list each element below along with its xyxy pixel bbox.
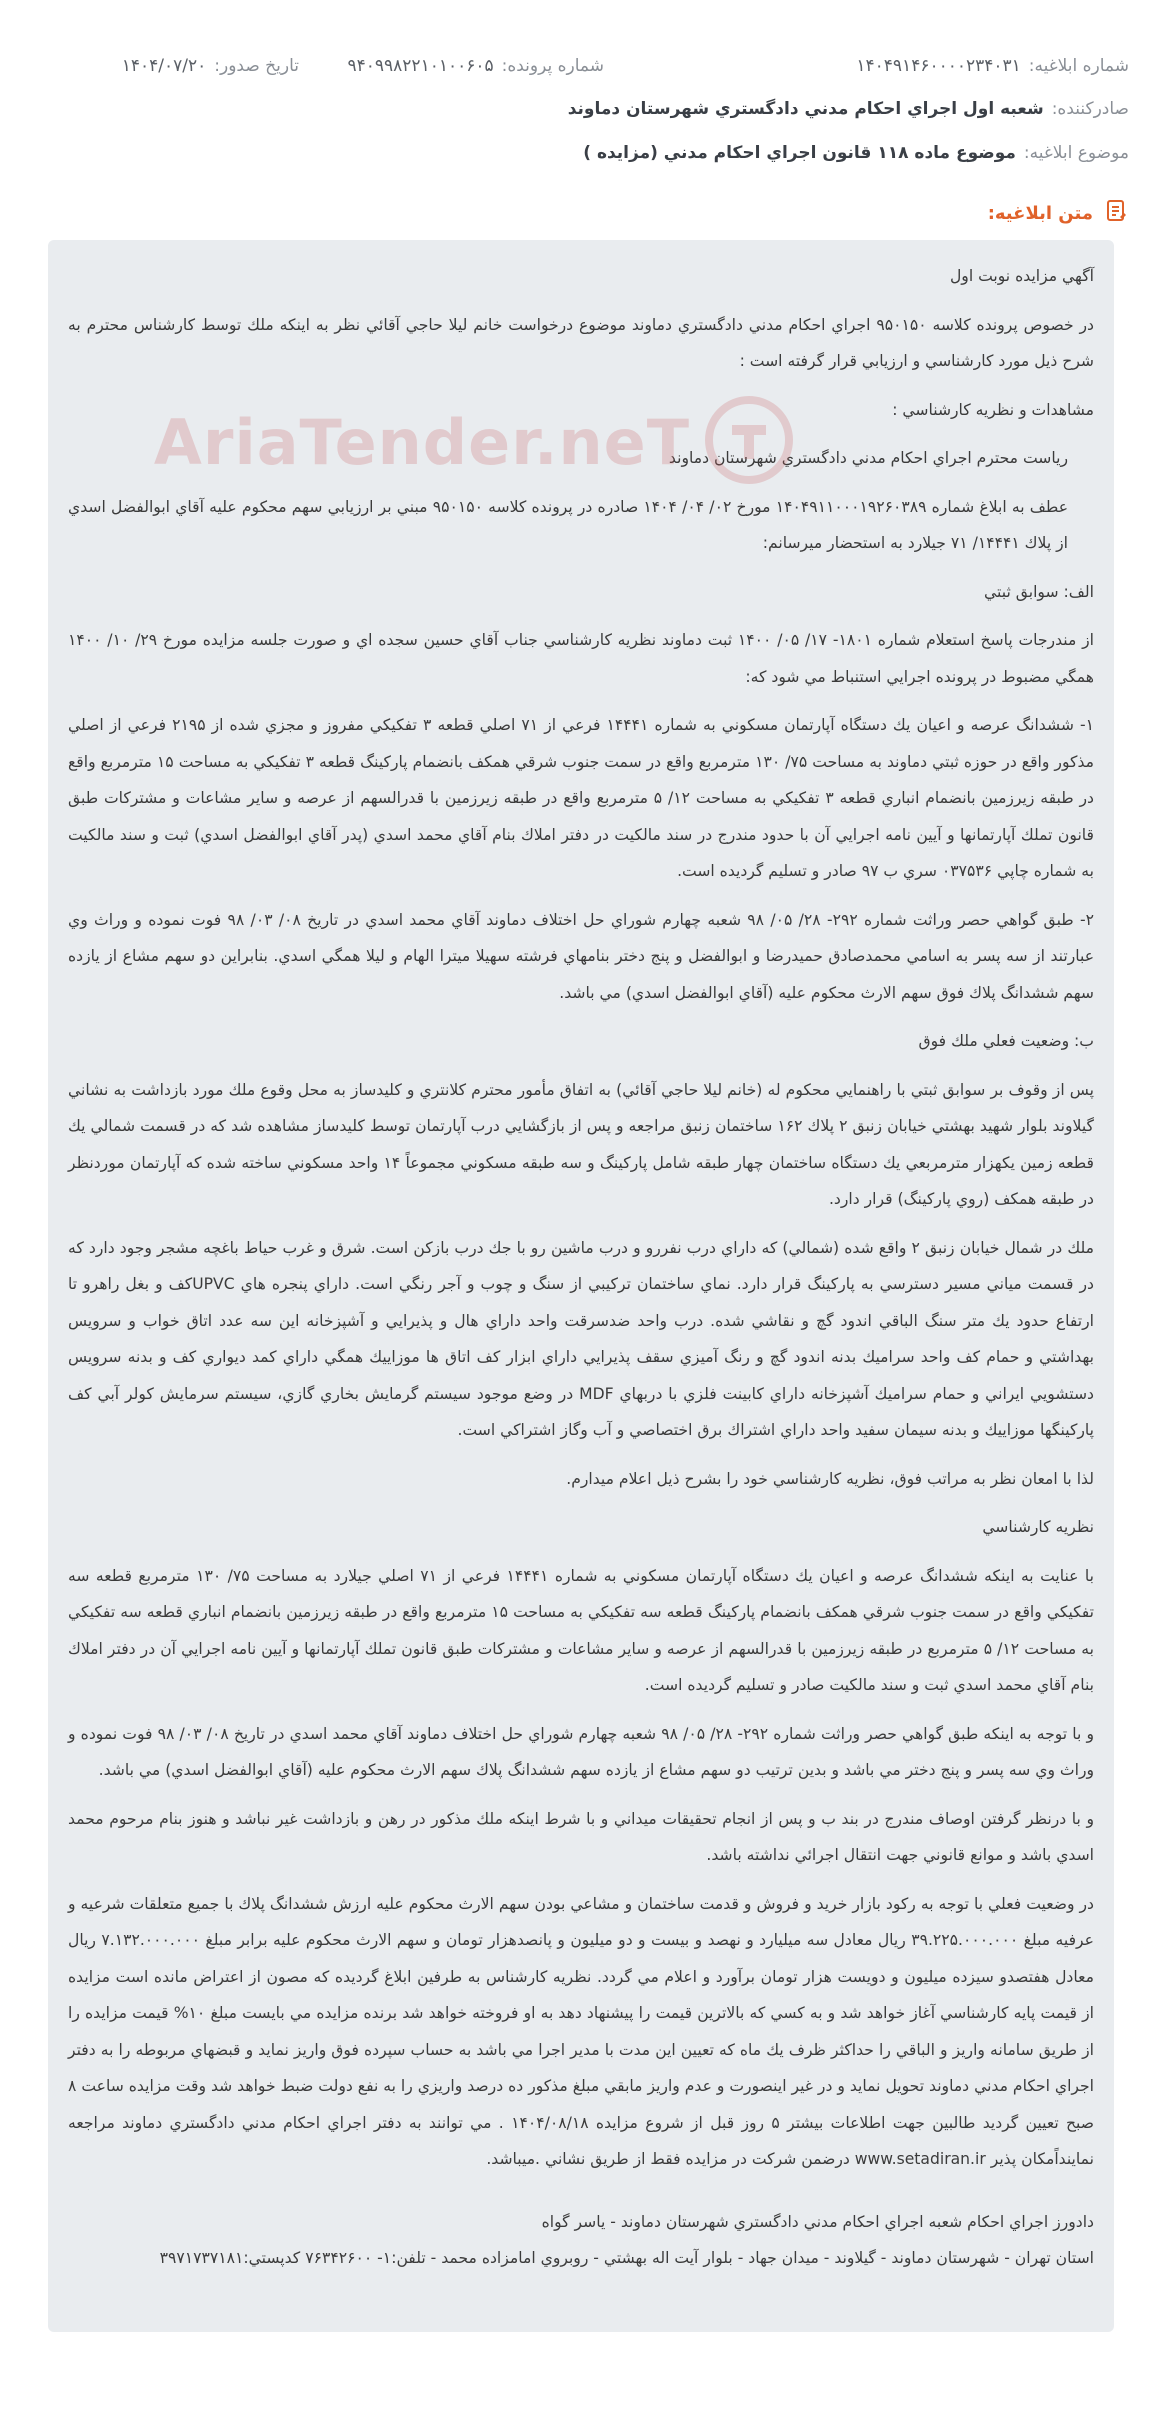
issue-date-label: تاریخ صدور:	[214, 56, 299, 76]
case-number-value: ۹۴۰۹۹۸۲۲۱۰۱۰۰۶۰۵	[347, 56, 494, 76]
issuer-value: شعبه اول اجراي احكام مدني دادگستري شهرستان دماوند	[567, 99, 1044, 119]
body-paragraph: با عنايت به اينكه ششدانگ عرصه و اعيان يك دستگاه آپارتمان مسكوني به شماره ۱۴۴۴۱ فرعي از ۷۱ اصلي جيلارد به مساحت ۷۵/ ۱۳۰ مترمربع قطعه سه تفكيكي واقع در سمت جنوب شرقي همكف بانضمام پاركينگ قطعه سه تفكيكي به مساحت ۱۵ مترمربع واقع در طبقه زيرزمين بانضمام انباري قطعه سه تفكيكي به مساحت ۱۲/ ۵ مترمربع در طبقه زيرزمين با قدرالسهم از عرصه و ساير مشاعات و مشتركات طبق قانون تملك آپارتمانها و آيين نامه اجرايي آن در دفتر املاك بنام آقاي محمد اسدي ثبت و سند مالكيت صادر و تسليم گرديده است.	[68, 1566, 1094, 1694]
body-paragraph: الف: سوابق ثبتي	[984, 582, 1094, 601]
body-paragraph: و با درنظر گرفتن اوصاف مندرج در بند ب و پس از انجام تحقيقات ميداني و با شرط اينكه ملك مذكور در رهن و بازداشت غير نباشد و هنوز بنام مرحوم محمد اسدي باشد و موانع قانوني جهت انتقال اجرائي نداشته باشد.	[68, 1809, 1094, 1864]
body-paragraph: مشاهدات و نظريه كارشناسي :	[892, 400, 1094, 419]
notice-number-label: شماره ابلاغیه:	[1028, 56, 1129, 76]
body-paragraph: در خصوص پرونده كلاسه ۹۵۰۱۵۰ اجراي احكام مدني دادگستري دماوند موضوع درخواست خانم ليلا حاجي آقائي نظر به اينكه ملك توسط كارشناس محترم به شرح ذيل مورد كارشناسي و ارزيابي قرار گرفته است :	[68, 315, 1094, 370]
body-paragraph: ب: وضعيت فعلي ملك فوق	[918, 1032, 1094, 1050]
subject-label: موضوع ابلاغیه:	[1023, 143, 1129, 163]
case-number-label: شماره پرونده:	[501, 56, 604, 76]
subject	[583, 143, 1129, 163]
signature-line: دادورز اجراي احكام شعبه اجراي احكام مدني دادگستري شهرستان دماوند - ياسر گواه	[541, 2212, 1094, 2231]
body-paragraph: ۲- طبق گواهي حصر وراثت شماره ۲۹۲- ۲۸/ ۰۵/ ۹۸ شعبه چهارم شوراي حل اختلاف دماوند آقاي محمد اسدي در تاريخ ۰۸/ ۰۳/ ۹۸ فوت نموده و وراث وي عبارتند از سه پسر به اسامي محمدصادق حميدرضا و ابوالفضل و پنج دختر بنامهاي فرشته سهيلا ميترا الهام و ليلا همگي اسدي. بنابراين دو سهم مشاع از يازده سهم ششدانگ پلاك فوق سهم الارث محكوم عليه (آقاي ابوالفضل اسدي) مي باشد.	[68, 910, 1094, 1002]
body-paragraph: پس از وقوف بر سوابق ثبتي با راهنمايي محكوم له (خانم ليلا حاجي آقائي) به اتفاق مأمور محترم كلانتري و كليدساز به محل وقوع ملك مورد بازداشت به نشاني گيلاوند بلوار شهيد بهشتي خيابان زنبق ۲ پلاك ۱۶۲ ساختمان زنبق مراجعه و پس از بازگشايي درب آپارتمان توسط كليدساز مشاهده شد كه در قسمت شمالي يك قطعه زمين يكهزار مترمربعي يك دستگاه ساختمان چهار طبقه شامل پاركينگ و سه طبقه مسكوني مجموعاً ۱۴ واحد مسكوني ساخته شده كه آپارتمان موردنظر در طبقه همكف (روي پاركينگ) قرار دارد.	[68, 1080, 1094, 1208]
header-row-2	[45, 99, 1129, 119]
notice-number-value: ۱۴۰۴۹۱۴۶۰۰۰۰۲۳۴۰۳۱	[856, 56, 1021, 76]
body-paragraph: و با توجه به اينكه طبق گواهي حصر وراثت شماره ۲۹۲- ۲۸/ ۰۵/ ۹۸ شعبه چهارم شوراي حل اختلاف دماوند آقاي محمد اسدي در تاريخ ۰۸/ ۰۳/ ۹۸ فوت نموده و وراث وي سه پسر و پنج دختر مي باشد و بدين ترتيب دو سهم مشاع از يازده سهم ششدانگ پلاك سهم الارث محكوم عليه (آقاي ابوالفضل اسدي) مي باشد.	[68, 1724, 1094, 1779]
issuer	[568, 99, 1129, 119]
issuer-label: صادرکننده:	[1051, 99, 1129, 119]
notice-text-title-label: متن ابلاغیه:	[987, 203, 1093, 224]
subject-value: موضوع ماده ۱۱۸ قانون اجراي احكام مدني (مزايده )	[583, 143, 1016, 163]
auction-heading: آگهي مزايده نوبت اول	[949, 267, 1094, 285]
address-line: استان تهران - شهرستان دماوند - گيلاوند - ميدان جهاد - بلوار آيت اله بهشتي - روبروي امامزاده محمد - تلفن:۱- ۷۶۳۴۲۶۰۰ كدپستي:۳۹۷۱۷۳۷۱۸۱	[159, 2249, 1094, 2267]
body-paragraph: نظريه كارشناسي	[982, 1518, 1094, 1536]
body-paragraph: در وضعيت فعلي با توجه به ركود بازار خريد و فروش و قدمت ساختمان و مشاعي بودن سهم الارث محكوم عليه ارزش ششدانگ پلاك با جميع متعلقات شرعيه و عرفيه مبلغ ۳۹.۲۲۵.۰۰۰.۰۰۰ ريال معادل سه ميليارد و نهصد و بيست و دو ميليون و پانصدهزار تومان و سهم الارث محكوم عليه برابر مبلغ ۷.۱۳۲.۰۰۰.۰۰۰ ريال معادل هفتصدو سيزده ميليون و دويست هزار تومان برآورد و اعلام مي گردد. نظريه كارشناس به طرفين ابلاغ گرديده كه مصون از اعتراض مانده است مزايده از قيمت پايه كارشناسي آغاز خواهد شد و به كسي كه بالاترين قيمت را پيشنهاد دهد به او فروخته خواهد شد برنده مزايده مي بايست مبلغ ۱۰% قيمت مزايده را از طريق سامانه واريز و الباقي را حداكثر ظرف يك ماه كه تعيين اين مدت با مدير اجرا مي باشد به حساب سپرده فوق واريز نمايد و قبضهاي مربوطه را به دفتر اجراي احكام مدني دماوند تحويل نمايد و در غير اينصورت و عدم واريز مابقي مبلغ مذكور ده درصد واريزي را به نفع دولت ضبط خواهد شد وقت مزايده ساعت ۸ صبح تعيين گرديد طالبين جهت اطلاعات بيشتر ۵ روز قبل از شروع مزايده ۱۴۰۴/۰۸/۱۸ . مي توانند به دفتر اجراي احكام مدني دادگستري دماوند مراجعه نماينداًمكان پذير www.setadiran.ir درضمن شركت در مزايده فقط از طريق نشاني .ميباشد.	[68, 1894, 1095, 2168]
issue-date-value: ۱۴۰۴/۰۷/۲۰	[121, 56, 207, 76]
header-row-1	[45, 56, 1129, 76]
issue-date	[122, 56, 299, 76]
watermark-text: AriaTender.neT	[153, 405, 690, 479]
document-icon	[1103, 198, 1129, 229]
notice-text-title	[988, 198, 1129, 229]
body-paragraph: عطف به ابلاغ شماره ۱۴۰۴۹۱۱۰۰۰۱۹۲۶۰۳۸۹ مورخ ۰۲/ ۰۴/ ۱۴۰۴ صادره در پرونده كلاسه ۹۵۰۱۵۰ مبني بر ارزيابي سهم محكوم عليه آقاي ابوالفضل اسدي از پلاك ۱۴۴۴۱/ ۷۱ جيلارد به استحضار ميرسانم:	[68, 497, 1068, 552]
body-paragraph: از مندرجات پاسخ استعلام شماره ۱۸۰۱- ۱۷/ ۰۵/ ۱۴۰۰ ثبت دماوند نظريه كارشناسي جناب آقاي حسين سجده اي و صورت جلسه مزايده مورخ ۲۹/ ۱۰/ ۱۴۰۰ همگي مضبوط در پرونده اجرايي استنباط مي شود كه:	[68, 631, 1094, 686]
notice-body-panel	[48, 240, 1114, 2332]
notice-number	[856, 56, 1129, 76]
case-number	[348, 56, 604, 76]
body-paragraph: ملك در شمال خيابان زنبق ۲ واقع شده (شمالي) كه داراي درب نفررو و درب ماشين رو با جك درب بازكن است. شرق و غرب حياط باغچه مشجر وجود دارد كه در قسمت مياني مسير دسترسي به پاركينگ قرار دارد. نماي ساختمان تركيبي از سنگ و چوب و آجر رنگي است. داراي پنجره هاي UPVCكف و بغل راهرو تا ارتفاع حدود يك متر سنگ الباقي اندود گچ و نقاشي شده. درب واحد ضدسرقت واحد داراي هال و پذيرايي و آشپزخانه اين سه عدد اتاق خواب و سرويس بهداشتي و حمام كف واحد سراميك بدنه اندود گچ و رنگ آميزي سقف پذيرايي داراي ابزار كف اتاق ها موزاييك همگي داراي كمد ديواري كف و بدنه سرويس دستشويي ايراني و حمام سراميك آشپزخانه داراي كابينت فلزي با دربهاي MDF در وضع موجود سيستم گرمايش بخاري گازي، سيستم سرمايش كولر آبي كف پاركينگها موزاييك و بدنه سيمان سفيد واحد داراي اشتراك برق اختصاصي و آب وگاز اشتراكي است.	[68, 1238, 1094, 1439]
header-row-3	[45, 143, 1129, 163]
body-paragraph: لذا با امعان نظر به مراتب فوق، نظريه كارشناسي خود را بشرح ذيل اعلام ميدارم.	[566, 1469, 1094, 1488]
body-paragraph: ۱- ششدانگ عرصه و اعيان يك دستگاه آپارتمان مسكوني به شماره ۱۴۴۴۱ فرعي از ۷۱ اصلي قطعه ۳ تفكيكي مفروز و مجزي شده از ۲۱۹۵ فرعي از اصلي مذكور واقع در حوزه ثبتي دماوند به مساحت ۷۵/ ۱۳۰ مترمربع واقع در سمت جنوب شرقي همكف بانضمام پاركينگ قطعه ۳ تفكيكي به مساحت ۱۵ مترمربع واقع در طبقه زيرزمين بانضمام انباري قطعه ۳ تفكيكي به مساحت ۱۲/ ۵ مترمربع واقع در طبقه زيرزمين با قدرالسهم از عرصه و ساير مشاعات و مشتركات طبق قانون تملك آپارتمانها و آيين نامه اجرايي آن با حدود مندرج در سند مالكيت در دفتر املاك بنام آقاي محمد اسدي (پدر آقاي ابوالفضل اسدي) ثبت و سند مالكيت به شماره چاپي ۰۳۷۵۳۶ سري ب ۹۷ صادر و تسليم گرديده است.	[68, 716, 1095, 880]
body-paragraph: رياست محترم اجراي احكام مدني دادگستري شهرستان دماوند	[668, 449, 1068, 467]
